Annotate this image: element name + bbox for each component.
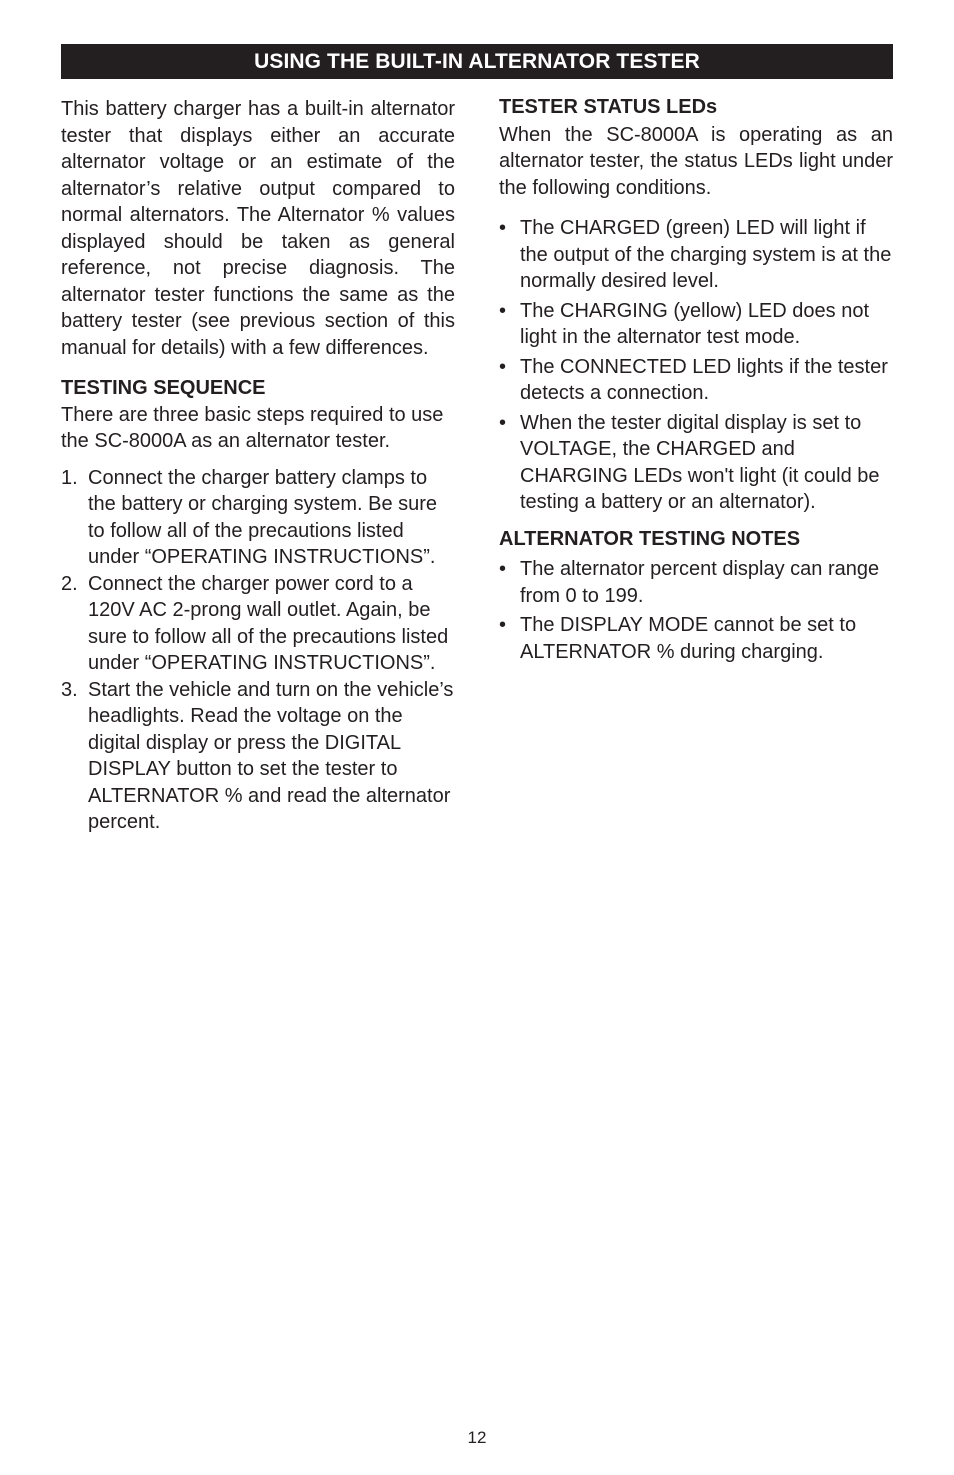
intro-paragraph: This battery charger has a built-in alternator tester that displays either an accurate alternator voltage or an estimate of the alternator’s relative output compared to normal alternators. The Alternator % values displayed should be taken as general reference, not precise diagnosis. The alternator tester functions the same as the battery tester (see previous section of this manual for details) with a few differences. <box>61 98 455 359</box>
list-item <box>499 612 893 665</box>
tester-status-heading: TESTER STATUS LEDs <box>499 96 718 118</box>
bullet-icon: • <box>499 355 507 378</box>
step-text: Connect the charger battery clamps to the battery or charging system. Be sure to follow all of the precautions listed under “OPERATING INSTRUCTIONS”. <box>88 466 438 568</box>
list-item-text: The alternator percent display can range from 0 to 199. <box>520 558 880 607</box>
bullet-icon: • <box>499 217 507 239</box>
testing-sequence-intro: There are three basic steps required to use the SC-8000A as an alternator tester. <box>61 403 444 452</box>
step-number: 3. <box>61 678 78 701</box>
list-item <box>499 354 893 407</box>
right-column <box>499 94 893 668</box>
section-title-bar <box>61 44 893 79</box>
list-item <box>61 465 455 571</box>
page-number: 12 <box>467 1428 487 1447</box>
left-column <box>61 94 455 836</box>
list-item <box>499 556 893 609</box>
list-item-text: The CONNECTED LED lights if the tester detects a connection. <box>520 355 888 404</box>
list-item-text: The CHARGED (green) LED will light if the output of the charging system is at the normally desired level. <box>520 217 892 292</box>
bullet-icon: • <box>499 411 507 434</box>
testing-sequence-heading: TESTING SEQUENCE <box>61 377 266 399</box>
list-item-text: When the tester digital display is set to VOLTAGE, the CHARGED and CHARGING LEDs won't light (it could be testing a battery or an alternator). <box>520 411 880 513</box>
list-item <box>61 677 455 836</box>
step-number: 2. <box>61 572 78 595</box>
bullet-icon: • <box>499 558 507 580</box>
step-number: 1. <box>61 466 78 489</box>
step-text: Connect the charger power cord to a 120V AC 2-prong wall outlet. Again, be sure to follow all of the precautions listed under “OPERATING INSTRUCTIONS”. <box>88 572 449 674</box>
alternator-notes-heading: ALTERNATOR TESTING NOTES <box>499 527 801 550</box>
tester-status-intro: When the SC-8000A is operating as an alternator tester, the status LEDs light under the following conditions. <box>499 123 893 199</box>
status-led-list <box>499 215 893 516</box>
list-item <box>499 215 893 295</box>
bullet-icon: • <box>499 299 507 322</box>
list-item <box>499 410 893 516</box>
testing-steps-list <box>61 465 455 836</box>
step-text: Start the vehicle and turn on the vehicle’s headlights. Read the voltage on the digital display or press the DIGITAL DISPLAY button to set the tester to ALTERNATOR % and read the alternator percent. <box>88 678 454 833</box>
bullet-icon: • <box>499 614 507 636</box>
list-item <box>499 298 893 351</box>
list-item <box>61 571 455 677</box>
list-item-text: The CHARGING (yellow) LED does not light in the alternator test mode. <box>520 299 870 348</box>
list-item-text: The DISPLAY MODE cannot be set to ALTERNATOR % during charging. <box>520 614 857 663</box>
section-title: USING THE BUILT-IN ALTERNATOR TESTER <box>254 50 700 73</box>
alternator-notes-list <box>499 556 893 665</box>
